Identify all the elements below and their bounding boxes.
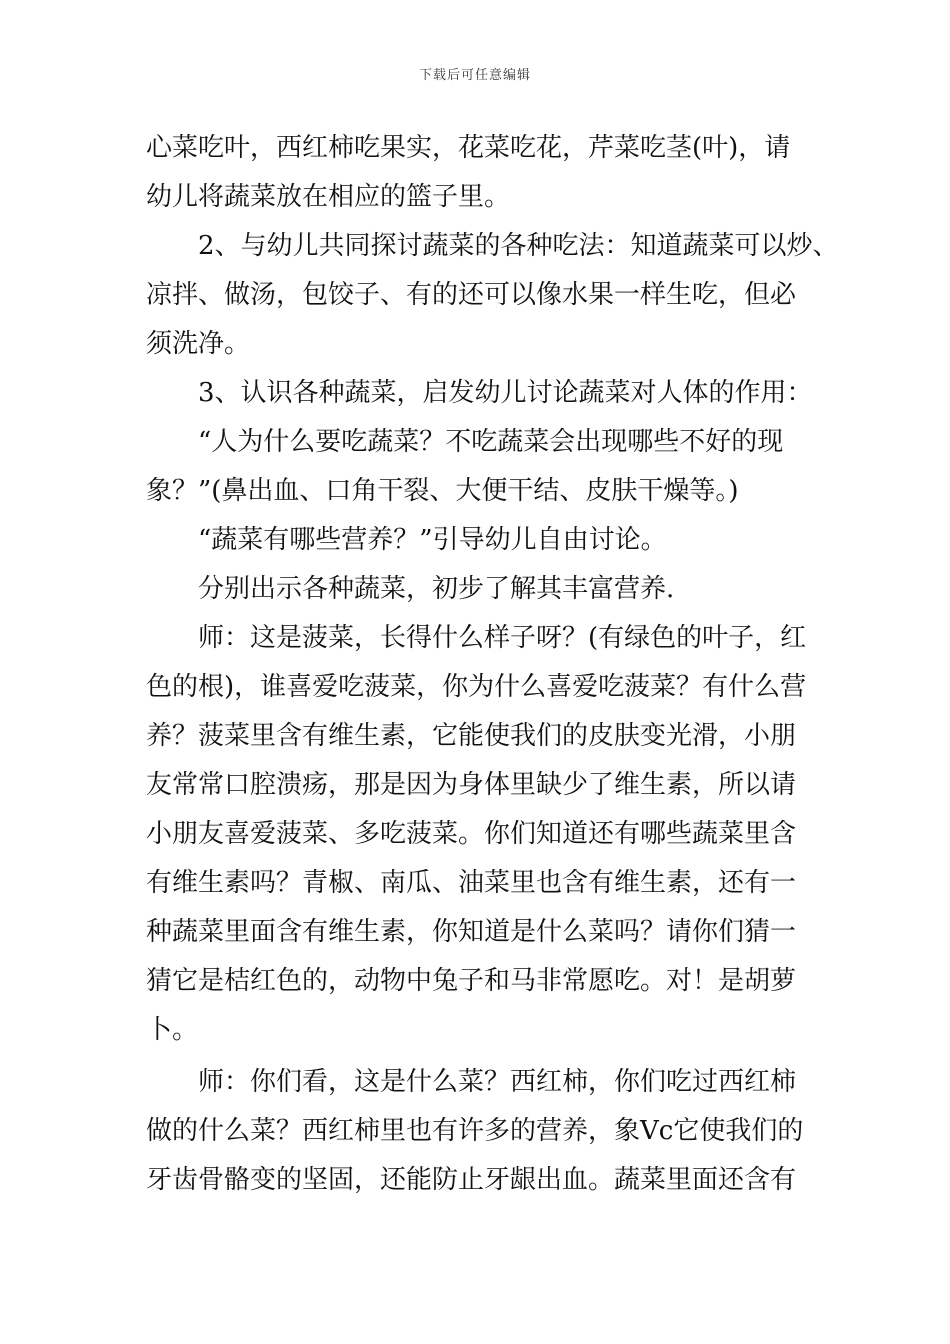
text-line: 凉拌、做汤，包饺子、有的还可以像水果一样生吃，但必 [146, 280, 797, 310]
document-body [146, 128, 839, 1209]
text-line: 师：你们看，这是什么菜？西红柿，你们吃过西红柿 [198, 1067, 797, 1097]
text-line: 猜它是桔红色的，动物中兔子和马非常愿吃。对！是胡萝 [146, 966, 797, 996]
text-line: 有维生素吗？青椒、南瓜、油菜里也含有维生素，还有一 [146, 868, 797, 898]
page-header: 下载后可任意编辑 [418, 68, 531, 83]
text-line: 3、认识各种蔬菜，启发幼儿讨论蔬菜对人体的作用： [198, 378, 813, 408]
text-line: 须洗净。 [146, 329, 251, 359]
text-line: 分别出示各种蔬菜，初步了解其丰富营养. [198, 574, 675, 604]
text-line: 友常常口腔溃疡，那是因为身体里缺少了维生素，所以请 [146, 770, 797, 800]
text-line: 种蔬菜里面含有维生素，你知道是什么菜吗？请你们猜一 [146, 917, 797, 947]
text-line: 小朋友喜爱菠菜、多吃菠菜。你们知道还有哪些蔬菜里含 [146, 819, 797, 849]
text-line: “蔬菜有哪些营养？”引导幼儿自由讨论。 [198, 525, 667, 555]
text-line: 师：这是菠菜，长得什么样子呀？(有绿色的叶子，红 [198, 623, 807, 653]
text-line: 象？”(鼻出血、口角干裂、大便干结、皮肤干燥等。) [146, 476, 739, 506]
text-line: 2、与幼儿共同探讨蔬菜的各种吃法：知道蔬菜可以炒、 [198, 231, 839, 261]
text-line: 色的根)，谁喜爱吃菠菜，你为什么喜爱吃菠菜？有什么营 [146, 672, 807, 702]
text-line: 养？菠菜里含有维生素，它能使我们的皮肤变光滑，小朋 [146, 721, 797, 751]
text-line: 卜。 [146, 1015, 199, 1045]
text-line: 心菜吃叶，西红柿吃果实，花菜吃花，芹菜吃茎(叶)，请 [146, 133, 791, 163]
text-line: 牙齿骨骼变的坚固，还能防止牙龈出血。蔬菜里面还含有 [146, 1165, 797, 1195]
text-line: 做的什么菜？西红柿里也有许多的营养，象Vc它使我们的 [146, 1116, 804, 1146]
text-line: 幼儿将蔬菜放在相应的篮子里。 [146, 182, 511, 212]
text-line: “人为什么要吃蔬菜？不吃蔬菜会出现哪些不好的现 [198, 427, 784, 457]
